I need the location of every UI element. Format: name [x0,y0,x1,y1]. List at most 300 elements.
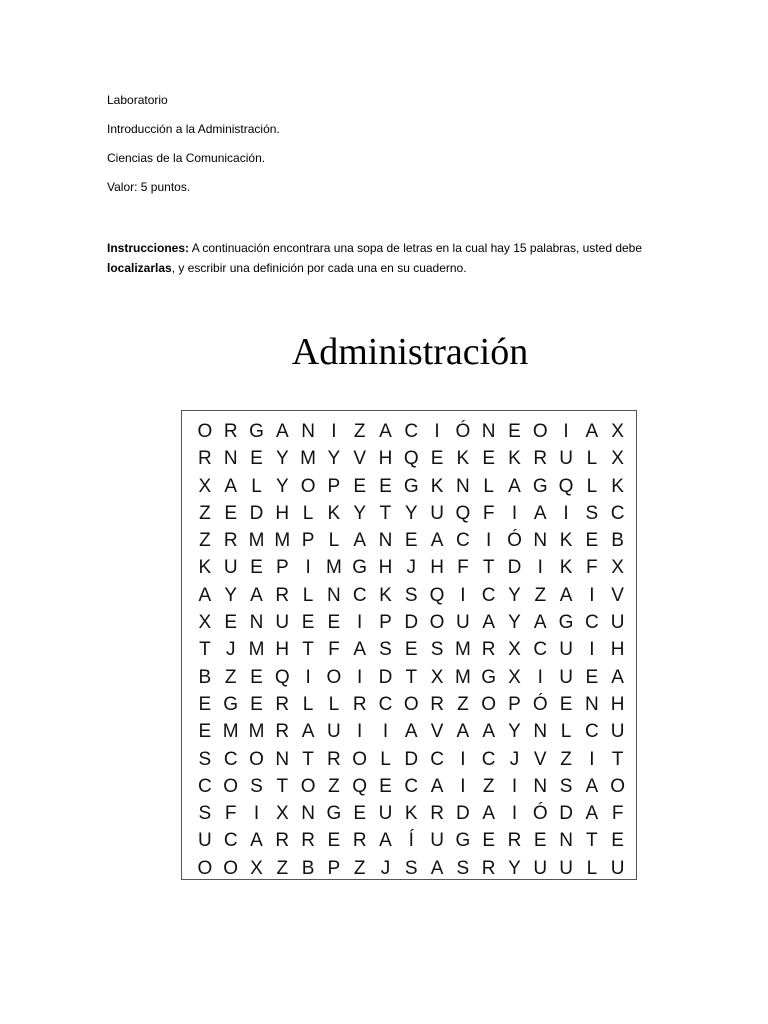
grid-cell: U [327,721,341,743]
instructions-text-end: , y escribir una definición por cada una en su cuaderno. [171,261,467,275]
grid-cell: E [404,639,418,661]
grid-cell: R [352,830,367,852]
grid-cell: K [379,584,392,606]
grid-cell: X [508,666,521,688]
grid-cell: P [508,693,521,715]
puzzle-title: Administración [291,331,529,373]
grid-cell: G [249,421,264,442]
grid-cell: J [225,639,236,661]
grid-cell: L [302,502,314,524]
grid-cell: A [430,775,444,797]
grid-cell: K [559,557,573,579]
grid-cell: F [457,557,469,579]
grid-cell: P [301,530,315,552]
grid-cell: K [456,448,470,470]
grid-cell: A [482,803,495,825]
grid-cell: Y [224,584,238,606]
grid-cell: A [430,530,444,552]
grid-cell: I [357,721,363,743]
grid-cell: D [404,612,419,634]
grid-cell: D [507,557,522,579]
grid-cell: Z [560,748,572,770]
grid-cell: C [352,584,367,606]
grid-cell: I [511,803,518,825]
grid-cell: H [275,502,290,524]
grid-cell: X [198,475,212,497]
grid-cell: X [508,639,521,661]
grid-cell: I [382,721,389,743]
grid-cell: N [456,475,470,497]
grid-cell: A [585,775,599,797]
grid-cell: F [328,639,340,661]
grid-cell: A [198,584,212,606]
grid-cell: O [223,775,239,797]
grid-cell: F [224,803,237,825]
grid-cell: M [454,639,471,661]
grid-cell: E [250,693,263,715]
grid-cell: Y [404,502,418,524]
grid-cell: A [379,421,392,442]
grid-cell: N [223,448,238,470]
grid-cell: U [378,803,393,825]
grid-cell: V [353,448,367,470]
grid-cell: I [511,775,518,797]
grid-cell: C [584,612,599,634]
grid-cell: R [533,448,548,470]
grid-cell: D [378,666,393,688]
grid-cell: I [511,502,518,524]
grid-cell: H [430,557,444,579]
grid-cell: C [404,421,419,442]
grid-cell: U [610,612,625,634]
instructions-label: Instrucciones: [107,241,190,255]
grid-cell: T [379,502,392,524]
grid-cell: I [460,775,466,797]
grid-cell: B [301,857,315,879]
grid-cell: S [559,775,573,797]
grid-cell: L [586,857,598,879]
grid-cell: A [430,857,444,879]
grid-cell: A [585,803,599,825]
grid-cell: O [197,857,213,879]
grid-cell: E [250,448,263,470]
grid-cell: L [251,475,262,497]
grid-cell: Q [352,775,368,797]
grid-cell: E [379,475,392,497]
grid-cell: Ó [455,421,471,442]
grid-cell: M [325,557,342,579]
grid-cell: Y [508,857,521,879]
grid-cell: O [197,421,213,442]
word-search-grid [181,410,637,880]
grid-cell: E [250,557,263,579]
grid-cell: I [460,584,466,606]
grid-cell: F [482,502,495,524]
grid-cell: K [327,502,341,524]
grid-cell: X [611,421,624,442]
grid-cell: S [404,857,418,879]
grid-cell: S [430,639,444,661]
grid-cell: S [250,775,263,797]
grid-cell: A [533,612,547,634]
grid-cell: U [610,857,625,879]
grid-cell: U [559,639,573,661]
grid-cell: E [404,530,418,552]
grid-cell: H [378,448,393,470]
grid-cell: I [589,639,595,661]
grid-cell: R [275,584,290,606]
grid-cell: P [327,475,341,497]
grid-cell: I [305,557,311,579]
grid-cell: I [460,748,466,770]
grid-cell: G [558,612,574,634]
grid-cell: I [537,666,543,688]
grid-cell: I [589,748,595,770]
grid-cell: Y [508,584,521,606]
instructions-text: A continuación encontrara una sopa de letras en la cual hay 15 palabras, usted debe [189,241,643,255]
grid-cell: N [559,830,573,852]
grid-cell: D [249,502,264,524]
grid-cell: C [430,748,444,770]
grid-cell: I [357,666,363,688]
grid-cell: E [250,666,263,688]
grid-cell: N [481,421,496,442]
grid-cell: M [454,666,471,688]
grid-cell: Z [328,775,340,797]
grid-cell: R [481,639,496,661]
grid-cell: U [559,666,573,688]
grid-cell: Z [457,693,469,715]
grid-cell: T [302,639,314,661]
grid-cell: C [223,830,238,852]
grid-cell: R [223,530,238,552]
word-search-letters [192,418,631,882]
grid-cell: A [559,584,573,606]
grid-cell: S [456,857,470,879]
grid-cell: E [198,721,212,743]
grid-cell: M [248,530,265,552]
grid-cell: Q [429,584,445,606]
grid-cell: L [586,448,598,470]
grid-cell: K [198,557,212,579]
grid-cell: C [481,584,496,606]
grid-cell: L [483,475,494,497]
grid-cell: R [507,830,522,852]
grid-cell: R [327,748,341,770]
grid-cell: A [250,584,263,606]
grid-cell: A [353,639,367,661]
grid-cell: C [456,530,470,552]
grid-cell: N [533,721,548,743]
grid-cell: O [300,475,316,497]
grid-cell: E [533,830,547,852]
grid-cell: E [585,666,599,688]
grid-cell: M [222,721,239,743]
grid-cell: S [198,803,212,825]
grid-cell: E [482,830,495,852]
grid-cell: A [508,475,521,497]
grid-cell: M [248,721,265,743]
grid-cell: P [327,857,341,879]
grid-cell: K [559,530,573,552]
grid-cell: L [302,584,314,606]
grid-cell: Ó [532,693,548,715]
grid-cell: A [224,475,238,497]
grid-cell: O [249,748,264,770]
grid-cell: A [611,666,624,688]
grid-cell: E [559,693,573,715]
grid-cell: U [430,502,444,524]
grid-cell: A [379,830,392,852]
grid-cell: C [533,639,548,661]
grid-cell: N [301,803,315,825]
grid-cell: S [404,584,418,606]
grid-cell: F [611,803,624,825]
grid-cell: C [378,693,393,715]
grid-cell: D [456,803,470,825]
grid-cell: U [430,830,444,852]
grid-cell: A [301,721,315,743]
instructions-bold-word: localizarlas [107,261,172,275]
grid-cell: L [328,530,340,552]
grid-cell: S [379,639,392,661]
grid-cell: R [275,830,290,852]
grid-cell: I [253,803,260,825]
grid-cell: B [611,530,624,552]
grid-cell: A [404,721,418,743]
grid-cell: E [430,448,444,470]
grid-cell: C [223,748,238,770]
grid-cell: E [611,830,624,852]
grid-cell: F [586,557,598,579]
points-value: Valor: 5 puntos. [107,180,191,194]
grid-cell: X [275,803,289,825]
grid-cell: A [482,612,495,634]
grid-cell: N [533,775,548,797]
grid-cell: R [223,421,238,442]
grid-cell: I [305,666,311,688]
grid-cell: O [481,693,497,715]
program-name: Ciencias de la Comunicación. [107,151,266,165]
grid-cell: I [589,584,595,606]
grid-cell: Y [508,721,521,743]
grid-cell: R [301,830,315,852]
grid-cell: T [199,639,211,661]
grid-cell: I [537,557,543,579]
grid-cell: Z [276,857,289,879]
grid-cell: N [533,530,548,552]
grid-cell: G [223,693,239,715]
grid-cell: U [533,857,548,879]
grid-cell: E [327,830,341,852]
grid-cell: L [560,721,572,743]
grid-cell: K [430,475,444,497]
grid-cell: Z [199,502,211,524]
grid-cell: E [508,421,521,442]
grid-cell: Y [275,475,289,497]
grid-cell: Z [199,530,211,552]
grid-cell: A [275,421,289,442]
grid-cell: U [198,830,212,852]
grid-cell: C [610,502,625,524]
grid-cell: G [403,475,419,497]
grid-cell: X [430,666,444,688]
instructions-paragraph [107,238,677,278]
grid-cell: T [586,830,598,852]
grid-cell: C [404,775,419,797]
grid-cell: H [378,557,393,579]
grid-cell: Y [327,448,341,470]
grid-cell: G [532,475,548,497]
grid-cell: K [508,448,521,470]
grid-cell: Z [482,775,495,797]
grid-cell: U [223,557,238,579]
grid-cell: K [404,803,418,825]
grid-cell: Z [534,584,547,606]
grid-cell: O [403,693,419,715]
grid-cell: U [275,612,290,634]
grid-cell: O [223,857,239,879]
grid-cell: N [275,748,290,770]
grid-cell: H [275,639,290,661]
grid-cell: Y [275,448,289,470]
grid-cell: C [584,721,599,743]
grid-cell: V [430,721,444,743]
grid-cell: X [198,612,212,634]
grid-cell: H [610,693,625,715]
grid-cell: L [380,748,391,770]
grid-cell: N [378,530,393,552]
grid-cell: C [481,748,496,770]
grid-cell: N [327,584,341,606]
grid-cell: T [302,748,314,770]
grid-cell: E [353,803,367,825]
grid-cell: A [482,721,495,743]
grid-cell: Z [353,857,366,879]
grid-cell: U [456,612,470,634]
grid-cell: N [301,421,315,442]
grid-cell: E [198,693,212,715]
grid-cell: O [610,775,626,797]
grid-cell: O [326,666,342,688]
grid-cell: E [301,612,315,634]
grid-cell: X [611,448,624,470]
grid-cell: L [328,693,340,715]
grid-cell: E [353,475,367,497]
grid-cell: E [482,448,495,470]
grid-cell: I [357,612,363,634]
grid-cell: Q [403,448,419,470]
grid-cell: I [434,421,440,442]
grid-cell: O [532,421,548,442]
grid-cell: A [585,421,599,442]
grid-cell: G [352,557,368,579]
grid-cell: R [481,857,496,879]
grid-cell: I [563,421,569,442]
grid-cell: M [300,448,316,470]
grid-cell: R [198,448,212,470]
grid-cell: R [275,693,290,715]
grid-cell: J [509,748,520,770]
grid-cell: D [404,748,419,770]
grid-cell: V [611,584,624,606]
grid-cell: A [533,502,547,524]
grid-cell: A [250,830,263,852]
grid-cell: U [559,857,573,879]
grid-cell: S [198,748,212,770]
grid-cell: Z [224,666,237,688]
grid-cell: T [276,775,289,797]
grid-cell: K [611,475,624,497]
grid-cell: V [533,748,547,770]
grid-cell: E [327,612,341,634]
course-name: Introducción a la Administración. [107,122,280,136]
grid-cell: B [198,666,212,688]
grid-cell: G [481,666,497,688]
grid-cell: G [326,803,342,825]
grid-cell: H [610,639,625,661]
grid-cell: L [302,693,314,715]
lab-label: Laboratorio [107,93,168,107]
grid-cell: R [275,721,290,743]
grid-cell: D [559,803,573,825]
grid-cell: L [586,475,598,497]
grid-cell: O [352,748,368,770]
grid-cell: E [585,530,599,552]
grid-cell: J [380,857,391,879]
grid-cell: R [352,693,367,715]
grid-cell: Í [408,830,414,852]
grid-cell: Ó [532,803,548,825]
grid-cell: Z [353,421,366,442]
grid-cell: O [429,612,445,634]
grid-cell: O [300,775,316,797]
grid-cell: E [224,502,238,524]
grid-cell: X [611,557,624,579]
grid-cell: R [430,693,444,715]
grid-cell: P [379,612,392,634]
grid-cell: E [379,775,392,797]
grid-cell: U [559,448,573,470]
grid-cell: N [249,612,264,634]
grid-cell: N [584,693,599,715]
grid-cell: Q [455,502,471,524]
grid-cell: S [585,502,599,524]
grid-cell: X [250,857,263,879]
grid-cell: M [248,639,265,661]
grid-cell: I [331,421,337,442]
grid-cell: M [274,530,291,552]
grid-cell: G [455,830,471,852]
grid-cell: E [224,612,238,634]
grid-cell: T [482,557,495,579]
grid-cell: Y [508,612,521,634]
grid-cell: R [430,803,444,825]
grid-cell: U [610,721,625,743]
grid-cell: C [198,775,212,797]
grid-cell: Ó [507,530,522,552]
grid-cell: J [406,557,417,579]
grid-cell: P [275,557,289,579]
grid-cell: A [456,721,470,743]
grid-cell: Q [274,666,290,688]
grid-cell: T [611,748,624,770]
grid-cell: Q [558,475,574,497]
grid-cell: T [405,666,418,688]
grid-cell: I [563,502,569,524]
grid-cell: Y [353,502,367,524]
grid-cell: A [353,530,367,552]
